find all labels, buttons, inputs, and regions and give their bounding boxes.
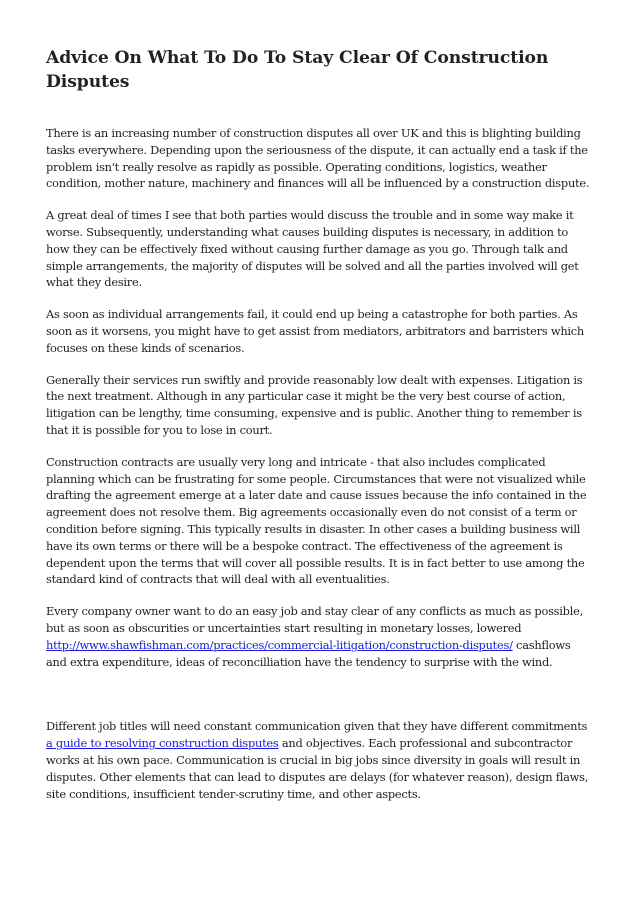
construction-disputes-link[interactable]: http://www.shawfishman.com/practices/commercial-litigation/construction-disputes/	[46, 637, 513, 652]
paragraph-7	[46, 718, 594, 802]
paragraph-6	[46, 603, 594, 670]
paragraph-5: Construction contracts are usually very long and intricate - that also includes complicated planning which can be frustrating for some people. Circumstances that were not visualized while drafting the agreement emerge at a later date and cause issues because the info contained in the agreement does not resolve them. Big agreements occasionally even do not consist of a term or condition before signing. This typically results in disaster. In other cases a building business will have its own terms or there will be a bespoke contract. The effectiveness of the agreement is dependent upon the terms that will cover all possible results. It is in fact better to use among the standard kind of contracts that will deal with all eventualities.	[46, 454, 587, 587]
paragraph-4: Generally their services run swiftly and provide reasonably low dealt with expenses. Litigation is the next treatment. Although in any particular case it might be the very best course of action, litigation can be lengthy, time consuming, expensive and is public. Another thing to remember is that it is possible for you to lose in court.	[46, 372, 583, 437]
paragraph-6-text-before: Every company owner want to do an easy job and stay clear of any conflicts as much as possible, but as soon as obscurities or uncertainties start resulting in monetary losses, lowered	[46, 604, 583, 635]
document-page	[46, 46, 594, 817]
document-title: Advice On What To Do To Stay Clear Of Construction Disputes	[46, 48, 549, 92]
paragraph-3: As soon as individual arrangements fail, it could end up being a catastrophe for both parties. As soon as it worsens, you might have to get assist from mediators, arbitrators and barristers which focuses on these kinds of scenarios.	[46, 307, 585, 355]
paragraph-7-text-before: Different job titles will need constant communication given that they have different commitments	[46, 719, 588, 734]
paragraph-6-text-after: cashflows and extra expenditure, ideas of reconcilliation have the tendency to surprise with the wind.	[46, 637, 571, 669]
guide-to-resolving-disputes-link[interactable]: a guide to resolving construction disputes	[46, 736, 279, 751]
paragraph-2: A great deal of times I see that both parties would discuss the trouble and in some way make it worse. Subsequently, understanding what causes building disputes is necessary, in addition to how they can be effectively fixed without causing further damage as you go. Through talk and simple arrangements, the majority of disputes will be solved and all the parties involved will get what they desire.	[46, 208, 579, 290]
paragraph-1: There is an increasing number of construction disputes all over UK and this is blighting building tasks everywhere. Depending upon the seriousness of the dispute, it can actually end a task if the problem isn't really resolve as rapidly as possible. Operating conditions, logistics, weather condition, mother nature, machinery and finances will all be influenced by a construction dispute.	[46, 126, 590, 191]
paragraph-7-text-after: and objectives. Each professional and subcontractor works at his own pace. Communication is crucial in big jobs since diversity in goals will result in disputes. Other elements that can lead to disputes are delays (for whatever reason), design flaws, site conditions, insufficient tender-scrutiny time, and other aspects.	[46, 736, 589, 801]
